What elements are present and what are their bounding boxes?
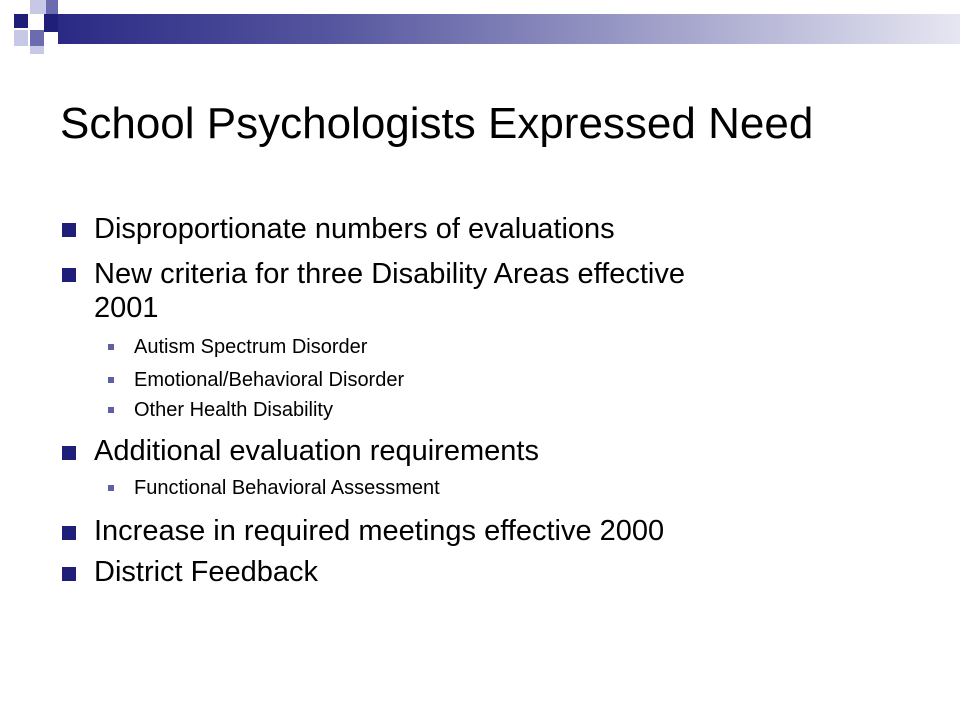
sub-bullet-item: Emotional/Behavioral Disorder	[134, 369, 405, 391]
sub-bullet-marker	[108, 485, 114, 491]
header-square-dark-topleft	[14, 14, 28, 28]
header-square-light-1	[30, 0, 46, 14]
sub-bullet-marker	[108, 407, 114, 413]
bullet-item: District Feedback	[94, 556, 319, 588]
bullet-item-continued: 2001	[94, 292, 159, 324]
sub-bullet-marker	[108, 377, 114, 383]
page-title: School Psychologists Expressed Need	[60, 99, 814, 148]
bullet-marker	[62, 223, 76, 237]
header-square-light-2	[14, 30, 28, 46]
bullet-marker	[62, 446, 76, 460]
bullet-marker	[62, 268, 76, 282]
header-square-mid-2	[30, 30, 44, 46]
sub-bullet-marker	[108, 344, 114, 350]
bullet-marker	[62, 526, 76, 540]
header-gradient-band	[58, 14, 960, 44]
bullet-item: Additional evaluation requirements	[94, 435, 539, 467]
bullet-item: Disproportionate numbers of evaluations	[94, 213, 615, 245]
sub-bullet-item: Other Health Disability	[134, 399, 333, 421]
sub-bullet-item: Functional Behavioral Assessment	[134, 477, 440, 499]
header-square-mid-1	[46, 0, 58, 14]
bullet-marker	[62, 567, 76, 581]
bullet-item: Increase in required meetings effective 2000	[94, 515, 665, 547]
header-square-dark-2	[44, 14, 58, 32]
sub-bullet-item: Autism Spectrum Disorder	[134, 336, 368, 358]
header-square-light-3	[30, 46, 44, 54]
bullet-item: New criteria for three Disability Areas effective	[94, 258, 685, 290]
